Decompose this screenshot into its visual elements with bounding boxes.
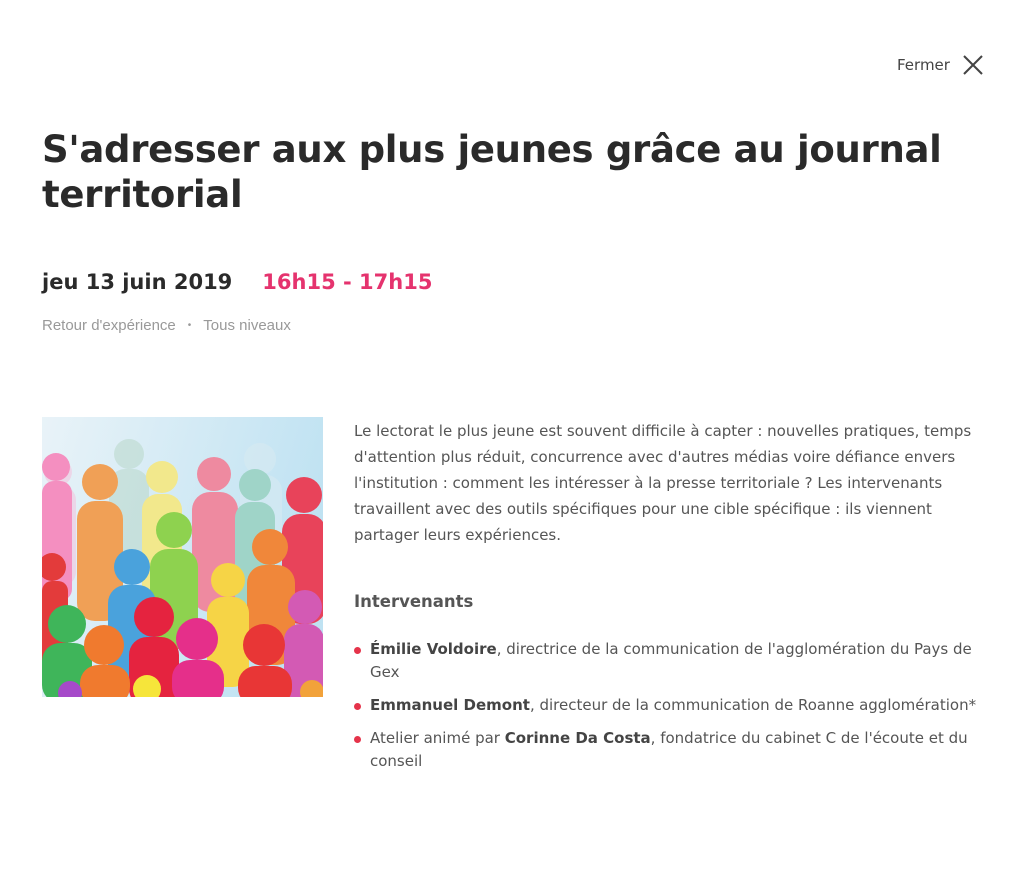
speakers-heading: Intervenants	[354, 592, 474, 611]
bullet-icon	[354, 703, 361, 710]
session-meta	[42, 317, 291, 334]
close-label: Fermer	[897, 56, 950, 74]
session-schedule	[42, 270, 432, 294]
speaker-item	[354, 727, 994, 773]
close-button[interactable]	[897, 54, 984, 76]
session-type: Retour d'expérience	[42, 317, 176, 334]
bullet-icon	[354, 647, 361, 654]
people-silhouettes-image	[42, 417, 323, 697]
separator-dot: •	[187, 320, 192, 331]
speaker-item	[354, 694, 994, 717]
speaker-role: , fondatrice du cabinet C de l'écoute et du conseil	[370, 729, 968, 770]
speaker-item	[354, 638, 994, 684]
speakers-list	[354, 638, 994, 783]
page-title: S'adresser aux plus jeunes grâce au journal territorial	[42, 128, 942, 216]
speaker-name: Corinne Da Costa	[504, 729, 651, 747]
session-illustration	[42, 417, 323, 697]
speaker-role: , directeur de la communication de Roanne agglomération*	[529, 696, 977, 714]
bullet-icon	[354, 736, 361, 743]
session-time: 16h15 - 17h15	[262, 270, 433, 294]
speaker-name: Emmanuel Demont	[370, 696, 530, 714]
speaker-role: , directrice de la communication de l'agglomération du Pays de Gex	[370, 640, 972, 681]
speaker-prefix: Atelier animé par	[370, 729, 505, 747]
session-level: Tous niveaux	[203, 317, 291, 334]
session-description: Le lectorat le plus jeune est souvent difficile à capter : nouvelles pratiques, temps d'attention plus réduit, concurrence avec d'autres médias voire défiance envers l'institution : comment les intéresser à la presse territoriale ? Les intervenants travaillent avec des outils spécifiques pour une cible spécifique : ils viennent partager leurs expériences.	[354, 422, 972, 544]
session-date: jeu 13 juin 2019	[42, 270, 233, 294]
speaker-name: Émilie Voldoire	[370, 640, 497, 658]
close-icon	[962, 54, 984, 76]
